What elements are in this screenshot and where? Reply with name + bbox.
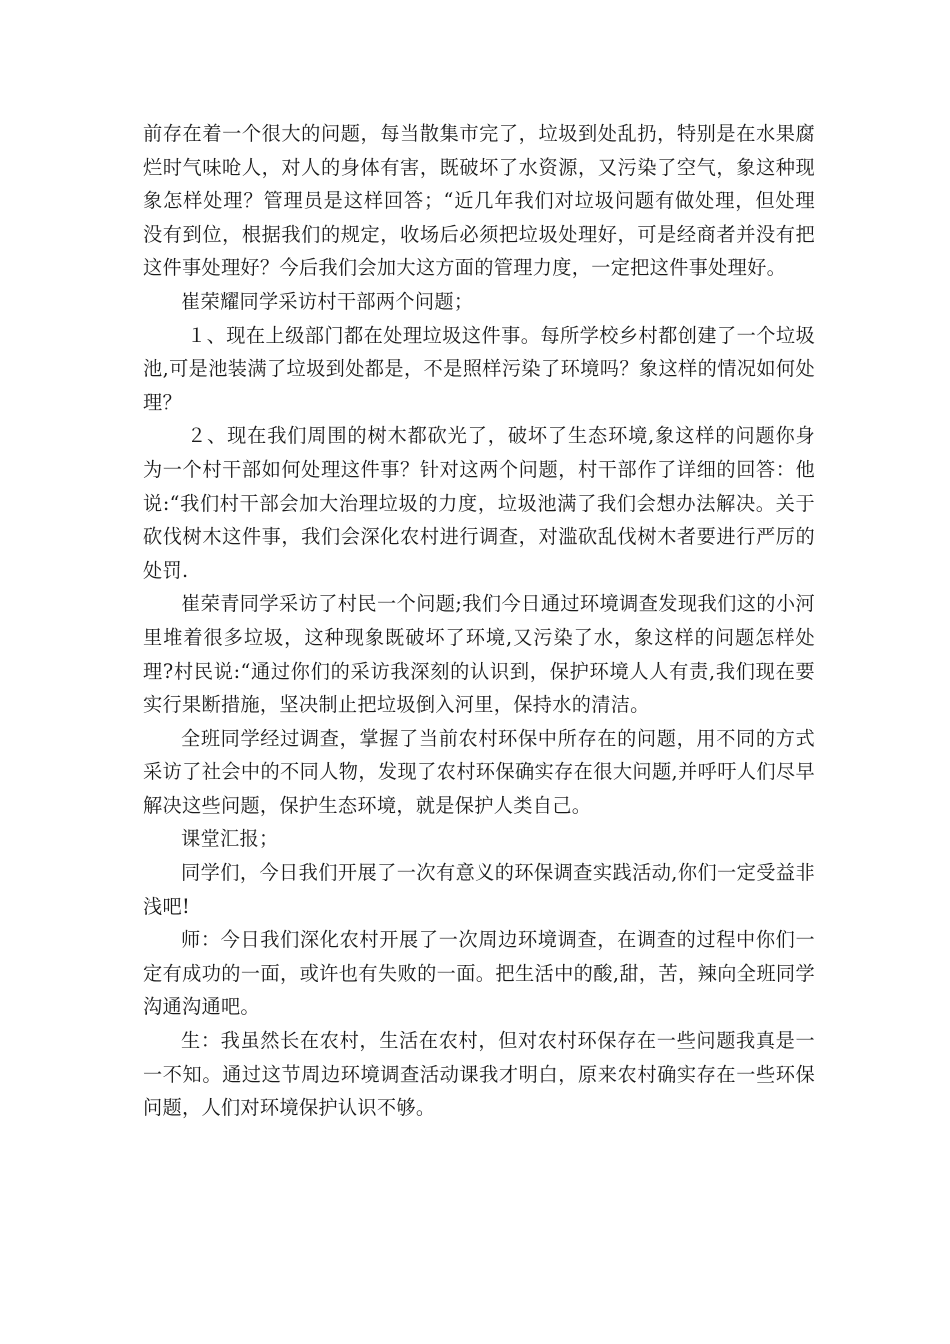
paragraph-question-2: ２、现在我们周围的树木都砍光了，破坏了生态环境,象这样的问题你身为一个村干部如何处理这件事？针对这两个问题，村干部作了详细的回答：他说:“我们村干部会加大治理垃圾的力度，垃圾池满了我们会想办法解决。关于砍伐树木这件事，我们会深化农村进行调查，对滥砍乱伐树木者要进行严厉的处罚. [143, 424, 815, 582]
paragraph-class-report-heading: 课堂汇报； [181, 827, 279, 851]
paragraph-market-issue: 前存在着一个很大的问题，每当散集市完了，垃圾到处乱扔，特别是在水果腐烂时气味呛人，对人的身体有害，既破坏了水资源，又污染了空气，象这种现象怎样处理？管理员是这样回答；“近几年我们对垃圾问题有做处理，但处理没有到位，根据我们的规定，收场后必须把垃圾处理好，可是经商者并没有把这件事处理好？今后我们会加大这方面的管理力度，一定把这件事处理好。 [143, 122, 815, 280]
paragraph-question-1: １、现在上级部门都在处理垃圾这件事。每所学校乡村都创建了一个垃圾池,可是池装满了垃圾到处都是，不是照样污染了环境吗？象这样的情况如何处理？ [143, 323, 815, 414]
paragraph-class-summary: 全班同学经过调查，掌握了当前农村环保中所存在的问题，用不同的方式采访了社会中的不同人物，发现了农村环保确实存在很大问题,并呼吁人们尽早解决这些问题，保护生态环境，就是保护人类自己。 [143, 726, 815, 817]
paragraph-cui-rongqing: 崔荣青同学采访了村民一个问题;我们今日通过环境调查发现我们这的小河里堆着很多垃圾，这种现象既破坏了环境,又污染了水，象这样的问题怎样处理?村民说:“通过你们的采访我深刻的认识到，保护环境人人有责,我们现在要实行果断措施，坚决制止把垃圾倒入河里，保持水的清洁。 [143, 592, 815, 717]
document-body [143, 117, 815, 1125]
paragraph-students-address: 同学们，今日我们开展了一次有意义的环保调查实践活动,你们一定受益非浅吧! [143, 861, 815, 918]
paragraph-student: 生：我虽然长在农村，生活在农村，但对农村环保存在一些问题我真是一一不知。通过这节周边环境调查活动课我才明白，原来农村确实存在一些环保问题，人们对环境保护认识不够。 [143, 1029, 815, 1120]
paragraph-teacher: 师：今日我们深化农村开展了一次周边环境调查，在调查的过程中你们一定有成功的一面，或许也有失败的一面。把生活中的酸,甜，苦，辣向全班同学沟通沟通吧。 [143, 928, 815, 1019]
paragraph-cui-rongyao-intro: 崔荣耀同学采访村干部两个问题； [181, 289, 474, 313]
